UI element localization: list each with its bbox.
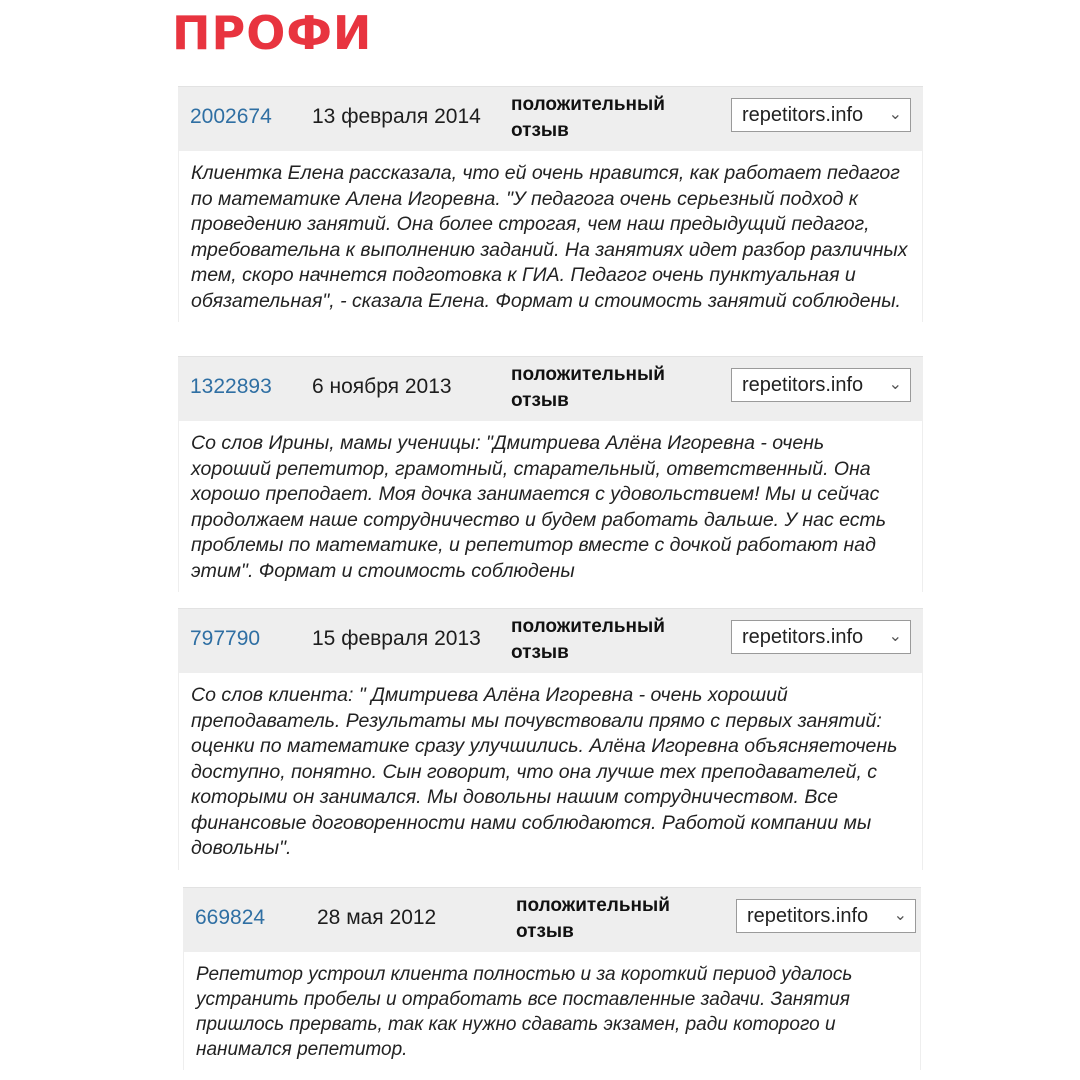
review-type: положительный отзыв [511, 94, 665, 141]
review-text: Со слов клиента: " Дмитриева Алёна Игоревна - очень хороший преподаватель. Результаты мы почувствовали прямо с первых занятий: оценки по математике сразу улучшились. Алёна Игоревна объясняеточень доступно, понятно. Сын говорит, что она лучше тех преподавателей, с которыми он занимался. Мы довольны нашим сотрудничеством. Все финансовые договоренности нами соблюдаются. Работой компании мы довольны". [178, 673, 923, 870]
source-dropdown[interactable] [731, 620, 911, 654]
review-date: 15 февраля 2013 [312, 627, 481, 650]
chevron-down-icon: ⌄ [888, 376, 902, 393]
source-dropdown[interactable] [731, 368, 911, 402]
review-date: 6 ноября 2013 [312, 375, 452, 398]
review-card [183, 887, 921, 1070]
review-text: Репетитор устроил клиента полностью и за короткий период удалось устранить пробелы и отработать все поставленные задачи. Занятия пришлось прервать, так как нужно сдавать экзамен, ради которого и нанимался репетитор. [183, 952, 921, 1070]
source-value: repetitors.info [747, 904, 869, 927]
source-value: repetitors.info [742, 103, 864, 126]
source-value: repetitors.info [742, 625, 864, 648]
review-card [178, 608, 923, 870]
review-date: 13 февраля 2014 [312, 105, 481, 128]
profi-logo: ПРОФИ [172, 6, 373, 60]
review-id-link[interactable]: 797790 [190, 627, 261, 650]
review-header [183, 887, 921, 952]
review-id-link[interactable]: 669824 [195, 906, 266, 929]
review-text: Клиентка Елена рассказала, что ей очень нравится, как работает педагог по математике Алена Игоревна. "У педагога очень серьезный подход к проведению занятий. Она более строгая, чем наш предыдущий педагог, требовательна к выполнению заданий. На занятиях идет разбор различных тем, скоро начнется подготовка к ГИА. Педагог очень пунктуальная и обязательная", - сказала Елена. Формат и стоимость занятий соблюдены. [178, 151, 923, 322]
review-header [178, 86, 923, 151]
review-card [178, 356, 923, 592]
chevron-down-icon: ⌄ [888, 628, 902, 645]
chevron-down-icon: ⌄ [893, 907, 907, 924]
review-type: положительный отзыв [511, 616, 665, 663]
review-type: положительный отзыв [516, 895, 670, 942]
review-header [178, 356, 923, 421]
chevron-down-icon: ⌄ [888, 106, 902, 123]
review-card [178, 86, 923, 322]
source-dropdown[interactable] [731, 98, 911, 132]
source-value: repetitors.info [742, 373, 864, 396]
review-text: Со слов Ирины, мамы ученицы: "Дмитриева Алёна Игоревна - очень хороший репетитор, грамотный, старательный, ответственный. Она хорошо преподает. Моя дочка занимается с удовольствием! Мы и сейчас продолжаем наше сотрудничество и будем работать дальше. У нас есть проблемы по математике, и репетитор вместе с дочкой работают над этим". Формат и стоимость соблюдены [178, 421, 923, 592]
source-dropdown[interactable] [736, 899, 916, 933]
review-type: положительный отзыв [511, 364, 665, 411]
review-date: 28 мая 2012 [317, 906, 437, 929]
review-header [178, 608, 923, 673]
review-id-link[interactable]: 2002674 [190, 105, 272, 128]
review-id-link[interactable]: 1322893 [190, 375, 272, 398]
